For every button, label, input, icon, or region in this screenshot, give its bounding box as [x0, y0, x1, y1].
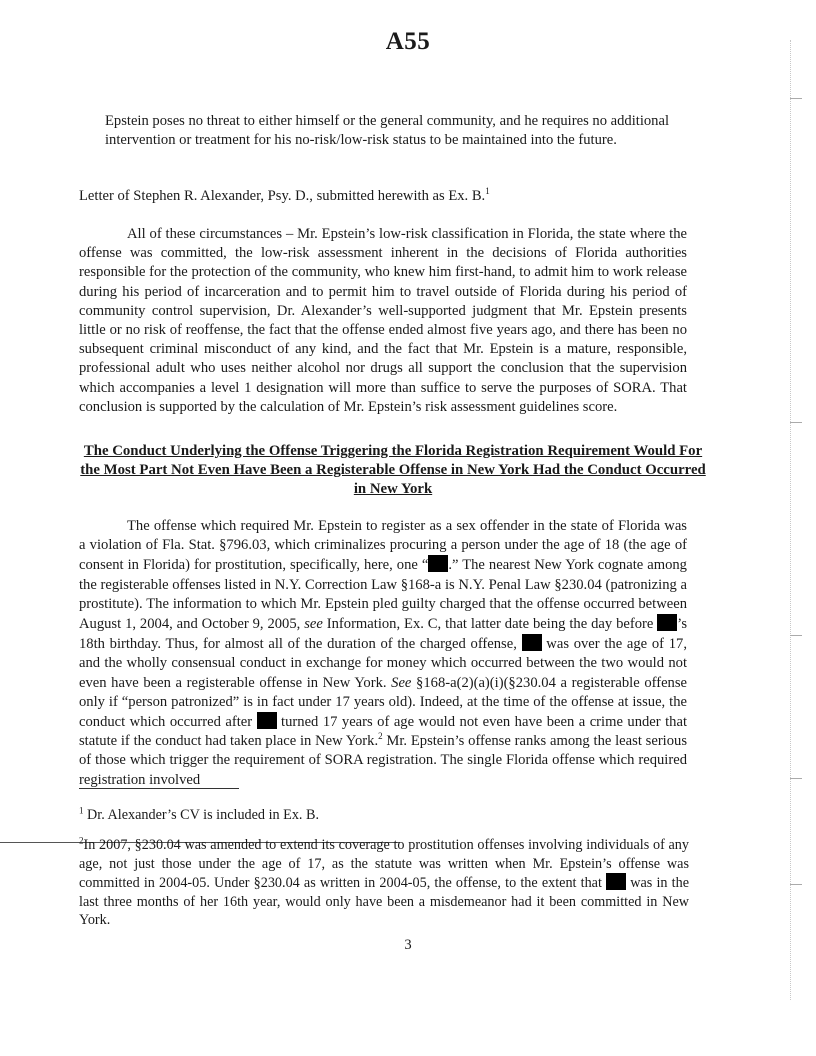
footnote-2-number: 2 — [79, 835, 84, 846]
scan-margin-tick — [790, 98, 802, 99]
section-heading: The Conduct Underlying the Offense Triggering the Florida Registration Requirement Would For the Most Part Not Even Have Been a Registerable Offense in New York Had the Conduct Occurred in New York — [80, 443, 706, 497]
citation-text: Letter of Stephen R. Alexander, Psy. D., submitted herewith as Ex. B. — [79, 188, 486, 204]
footnote-ref-2[interactable]: 2 — [378, 731, 383, 742]
footnote-1-text: Dr. Alexander’s CV is included in Ex. B. — [87, 807, 320, 823]
footnote-ref-1[interactable]: 1 — [485, 186, 490, 197]
scan-margin-tick — [790, 635, 802, 636]
scan-margin-line — [790, 40, 791, 1000]
footnote-2: $^2$In 2007, §230.04 was amended to extend its coverage to prostitution offenses involving individuals of any age, not just those under the age of 17, as the statute was written when Mr. Epstein’s offense was committed in 2004-05. Under §230.04 as written in 2004-05, the offense, to the extent that was in the last three months of her 16th year, would only have been a misdemeanor had it been committed in New York. — [79, 835, 689, 929]
scan-margin-tick — [790, 778, 802, 779]
page-number: 3 — [404, 937, 412, 953]
block-quote: Epstein poses no threat to either himself or the general community, and he requires no additional intervention or treatment for his no-risk/low-risk status to be maintained into the future. — [105, 113, 669, 149]
paragraph-circumstances: All of these circumstances – Mr. Epstein’s low-risk classification in Florida, the state where the offense was committed, the low-risk assessment inherent in the decisions of Florida authorities responsible for the protection of the community, who knew him first-hand, to admit him to work release during his period of incarceration and to permit him to travel outside of Florida during his period of community control supervision, Dr. Alexander’s well-supported judgment that Mr. Epstein presents little or no risk of reoffense, the fact that the offense ended almost five years ago, and there has been no subsequent criminal misconduct of any kind, and the fact that Mr. Epstein is a mature, responsible, professional adult who uses neither alcohol nor drugs all support the conclusion that the supervision which accompanies a level 1 designation will more than suffice to serve the purposes of SORA. That conclusion is supported by the calculation of Mr. Epstein’s risk assessment guidelines score. — [79, 226, 687, 415]
redaction-bar — [522, 634, 542, 651]
footnote-1-number: 1 — [79, 805, 84, 816]
scan-margin-tick — [790, 422, 802, 423]
footnote-separator — [79, 788, 239, 789]
paragraph-offense: The offense which required Mr. Epstein to register as a sex offender in the state of Florida was a violation of Fla. Stat. §796.03, which criminalizes procuring a person under the age of 18 (the age of consent in Florida) for prostitution, specifically, here, one “ .” The nearest New York cognate among the registerable offenses listed in N.Y. Correction Law §168-a is N.Y. Penal Law §230.04 (patronizing a prostitute). The information to which Mr. Epstein pled guilty charged that the offense occurred between August 1, 2004, and October 9, 2005, see Information, Ex. C, that latter date being the day before ’s 18th birthday. Thus, for almost all of the duration of the charged offense, was over the age of 17, and the wholly consensual conduct in exchange for money which occurred between the two would not even have been a registerable offense in New York. See §168-a(2)(a)(i)(§230.04 a registerable offense only if “person patronized” is in fact under 17 years old). Indeed, at the time of the offense at issue, the conduct which occurred after turned 17 years of age would not even have been a crime under that statute if the conduct had taken place in New York.$^2$ Mr. Epstein’s offense ranks among the least serious of those which trigger the requirement of SORA registration. The single Florida offense which required registration involved — [79, 518, 688, 788]
redaction-bar — [606, 873, 626, 890]
exhibit-page-id: A55 — [385, 28, 431, 55]
redaction-bar — [257, 712, 277, 729]
redaction-bar — [657, 614, 677, 631]
redaction-bar — [428, 555, 448, 572]
footnote-1 — [79, 806, 689, 825]
citation-line — [79, 187, 687, 206]
scan-margin-tick — [790, 884, 802, 885]
